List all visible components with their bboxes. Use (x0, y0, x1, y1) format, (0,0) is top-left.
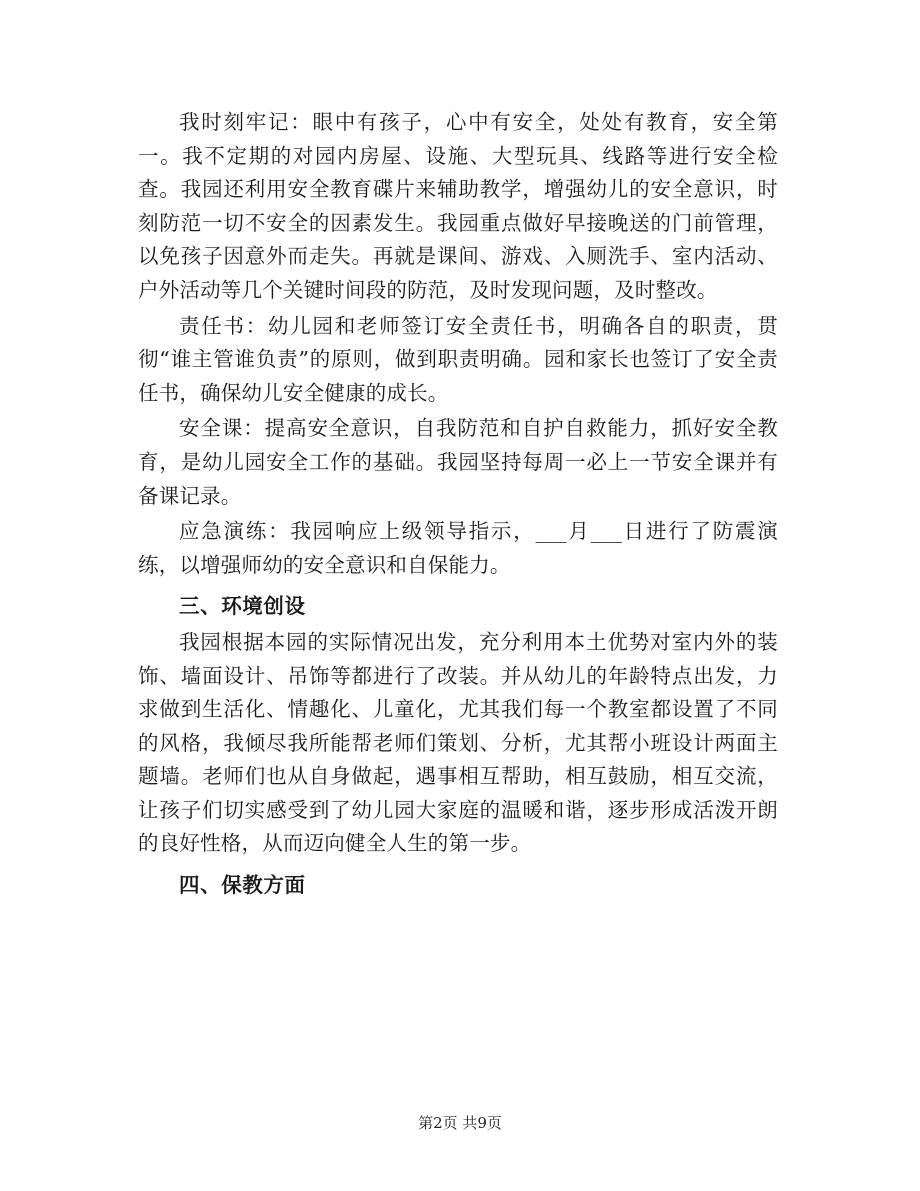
section-heading-environment: 三、环境创设 (179, 594, 306, 619)
paragraph-emergency-drill: 应急演练：我园响应上级领导指示，___月___日进行了防震演练，以增强师幼的安全意识和自保能力。 (138, 519, 778, 577)
page-number: 第2页 共9页 (418, 1114, 502, 1132)
paragraph-safety-class: 安全课：提高安全意识，自我防范和自护自救能力，抓好安全教育，是幼儿园安全工作的基础。我园坚持每周一必上一节安全课并有备课记录。 (138, 416, 778, 508)
paragraph-responsibility: 责任书：幼儿园和老师签订安全责任书，明确各自的职责，贯彻“谁主管谁负责”的原则，做到职责明确。园和家长也签订了安全责任书，确保幼儿安全健康的成长。 (138, 313, 778, 405)
paragraph-environment: 我园根据本园的实际情况出发，充分利用本土优势对室内外的装饰、墙面设计、吊饰等都进行了改装。并从幼儿的年龄特点出发，力求做到生活化、情趣化、儿童化，尤其我们每一个教室都设置了不同的风格，我倾尽我所能帮老师们策划、分析，尤其帮小班设计两面主题墙。老师们也从自身做起，遇事相互帮助，相互鼓励，相互交流，让孩子们切实感受到了幼儿园大家庭的温暖和谐，逐步形成活泼开朗的良好性格，从而迈向健全人生的第一步。 (138, 629, 778, 856)
section-heading-education: 四、保教方面 (179, 873, 306, 898)
paragraph-safety-awareness: 我时刻牢记：眼中有孩子，心中有安全，处处有教育，安全第一。我不定期的对园内房屋、设施、大型玩具、线路等进行安全检查。我园还利用安全教育碟片来辅助教学，增强幼儿的安全意识，时刻防范一切不安全的因素发生。我园重点做好早接晚送的门前管理，以免孩子因意外而走失。再就是课间、游戏、入厕洗手、室内活动、户外活动等几个关键时间段的防范，及时发现问题，及时整改。 (138, 110, 778, 302)
document-body (138, 106, 778, 903)
